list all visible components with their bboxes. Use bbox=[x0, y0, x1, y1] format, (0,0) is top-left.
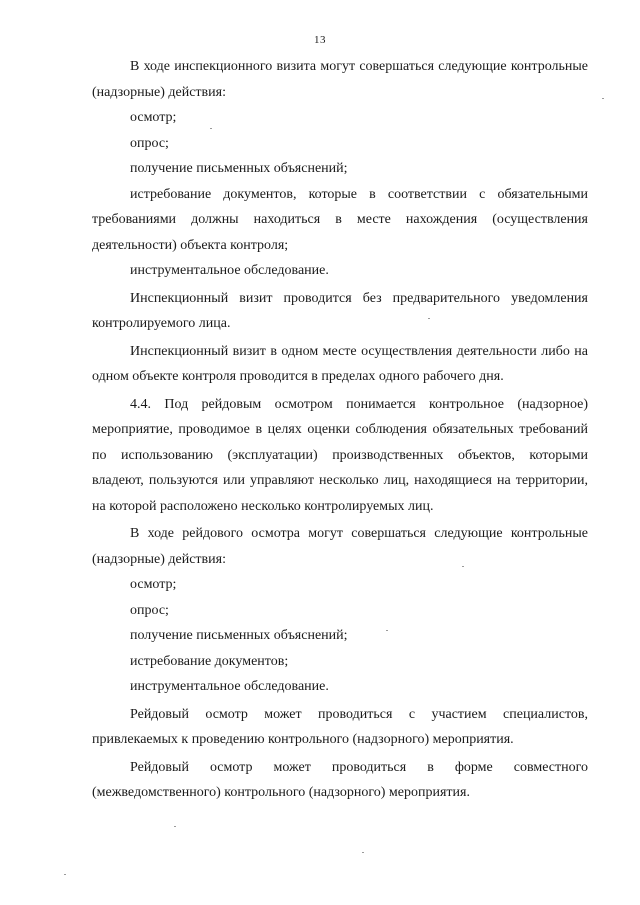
scan-speck bbox=[386, 630, 388, 631]
paragraph-inspection-actions-intro: В ходе инспекционного визита могут совершаться следующие контрольные (надзорные) действия: bbox=[92, 59, 588, 100]
page-number: 13 bbox=[314, 34, 326, 46]
paragraph-inspection-one-day: Инспекционный визит в одном месте осуществления деятельности либо на одном объекте контроля проводится в пределах одного рабочего дня. bbox=[92, 343, 588, 384]
scan-speck bbox=[462, 566, 464, 567]
list-item-raid-questioning: опрос; bbox=[130, 602, 169, 618]
paragraph-raid-joint-form: Рейдовый осмотр может проводиться в форме совместного (межведомственного) контрольного (надзорного) мероприятия. bbox=[92, 759, 588, 800]
scan-speck bbox=[64, 874, 66, 875]
paragraph-inspection-no-notice: Инспекционный визит проводится без предварительного уведомления контролируемого лица. bbox=[92, 290, 588, 331]
scan-speck bbox=[174, 826, 176, 827]
list-item-raid-document-request: истребование документов; bbox=[130, 653, 289, 669]
list-item-inspection-written-explanations: получение письменных объяснений; bbox=[130, 161, 348, 176]
list-item-inspection-instrumental-examination: инструментальное обследование. bbox=[130, 263, 329, 278]
scan-speck bbox=[602, 98, 604, 99]
list-item-inspection-document-request: истребование документов, которые в соответствии с обязательными требованиями должны находиться в месте нахождения (осуществления деятельности) объекта контроля; bbox=[92, 186, 588, 253]
list-item-raid-survey: осмотр; bbox=[130, 577, 177, 592]
list-item-raid-written-explanations: получение письменных объяснений; bbox=[130, 628, 348, 643]
paragraph-raid-actions-intro: В ходе рейдового осмотра могут совершаться следующие контрольные (надзорные) действия: bbox=[92, 526, 588, 567]
paragraph-raid-specialists: Рейдовый осмотр может проводиться с участием специалистов, привлекаемых к проведению контрольного (надзорного) мероприятия. bbox=[92, 706, 588, 747]
scan-speck bbox=[428, 318, 430, 319]
list-item-inspection-questioning: опрос; bbox=[130, 135, 169, 151]
list-item-inspection-survey: осмотр; bbox=[130, 110, 177, 125]
paragraph-raid-inspection-definition: 4.4. Под рейдовым осмотром понимается контрольное (надзорное) мероприятие, проводимое в целях оценки соблюдения обязательных требований по использованию (эксплуатации) производственных объектов, которыми владеют, пользуются или управляют несколько лиц, находящиеся на территории, на которой расположено несколько контролируемых лиц. bbox=[92, 396, 588, 514]
list-item-raid-instrumental-examination: инструментальное обследование. bbox=[130, 679, 329, 694]
document-body bbox=[92, 54, 588, 806]
scan-speck bbox=[362, 852, 364, 853]
scan-speck bbox=[210, 128, 212, 129]
